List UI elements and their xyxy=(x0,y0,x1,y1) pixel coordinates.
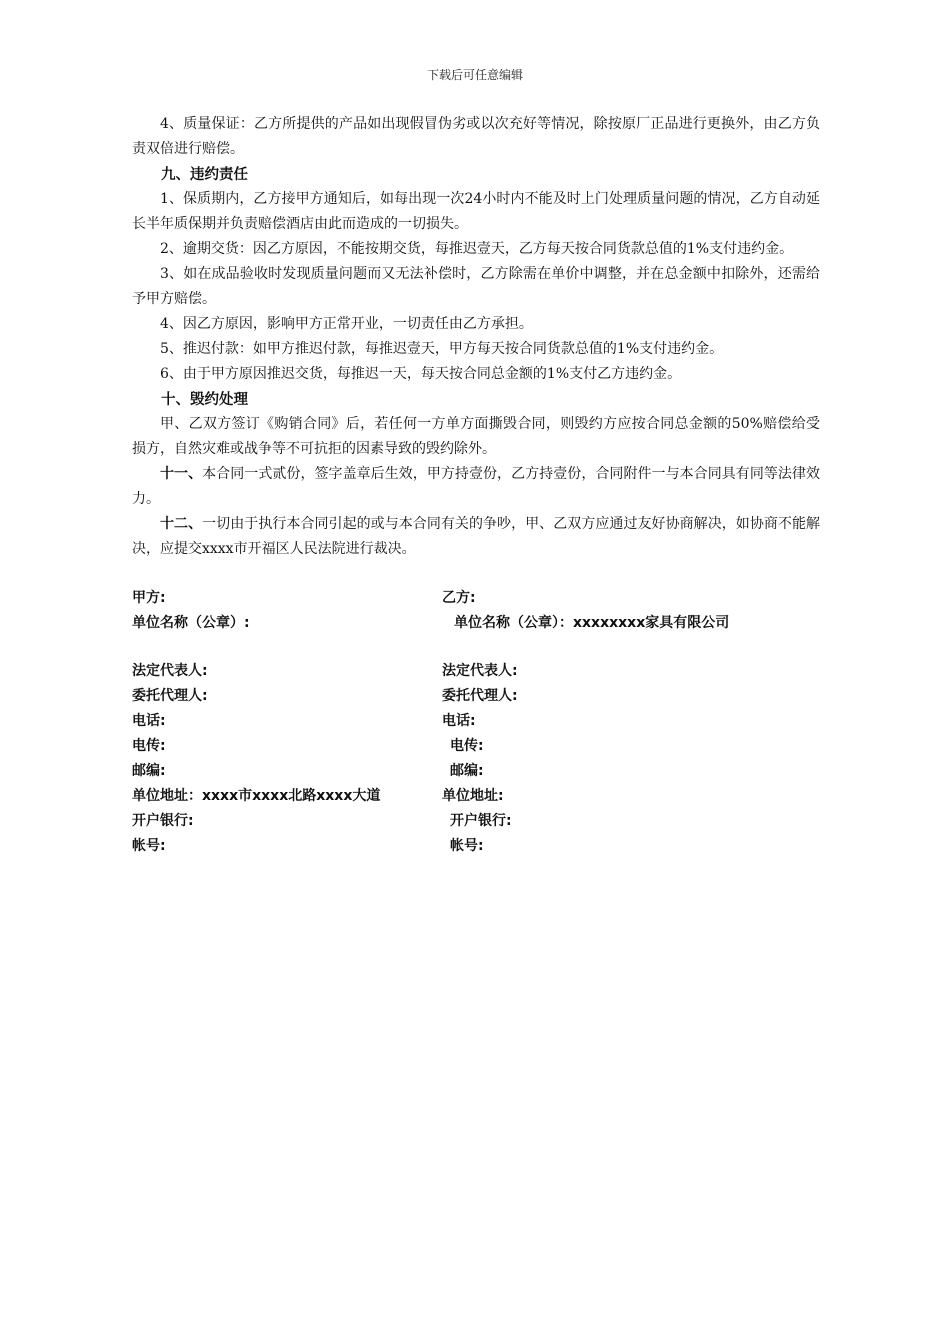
clause-eleven xyxy=(132,462,820,512)
party-a-agent: 委托代理人: xyxy=(132,688,208,704)
clause-twelve-text: 一切由于执行本合同引起的或与本合同有关的争吵，甲、乙双方应通过友好协商解决，如协商不能解决，应提交xxxx市开福区人民法院进行裁决。 xyxy=(132,516,821,557)
signature-row-party xyxy=(132,586,832,611)
clause-breach-5: 5、推迟付款：如甲方推迟付款，每推迟壹天，甲方每天按合同货款总值的1%支付违约金。 xyxy=(160,341,724,357)
party-a-account: 帐号: xyxy=(132,838,166,854)
signature-row-postcode xyxy=(132,759,832,784)
party-a-address: 单位地址：xxxx市xxxx北路xxxx大道 xyxy=(132,788,381,804)
signature-block xyxy=(132,586,832,859)
clause-breach-1: 1、保质期内，乙方接甲方通知后，如每出现一次24小时内不能及时上门处理质量问题的情况，乙方自动延长半年质保期并负责赔偿酒店由此而造成的一切损失。 xyxy=(132,191,820,232)
party-a-legal-rep: 法定代表人: xyxy=(132,663,208,679)
party-a-bank: 开户银行: xyxy=(132,813,194,829)
section-heading-rescission: 十、毁约处理 xyxy=(161,391,248,408)
signature-row-phone xyxy=(132,709,832,734)
clause-breach-2: 2、逾期交货：因乙方原因，不能按期交货，每推迟壹天，乙方每天按合同货款总值的1%支付违约金。 xyxy=(160,241,794,257)
signature-row-address xyxy=(132,784,832,809)
party-b-phone: 电话: xyxy=(442,713,476,729)
party-b-postcode: 邮编: xyxy=(450,763,484,779)
signature-row-unit-name xyxy=(132,611,832,659)
party-b-address: 单位地址: xyxy=(442,788,504,804)
clause-twelve-number: 十二、 xyxy=(160,516,203,532)
signature-row-account xyxy=(132,834,832,859)
clause-eleven-number: 十一、 xyxy=(160,466,203,482)
party-b-legal-rep: 法定代表人: xyxy=(442,663,518,679)
contract-body xyxy=(132,112,820,562)
section-heading-breach: 九、违约责任 xyxy=(161,166,248,183)
clause-breach-4: 4、因乙方原因，影响甲方正常开业，一切责任由乙方承担。 xyxy=(160,316,533,332)
party-b-fax: 电传: xyxy=(450,738,484,754)
party-a-phone: 电话: xyxy=(132,713,166,729)
party-b-unit-name: 单位名称（公章）：xxxxxxxx家具有限公司 xyxy=(454,615,730,631)
clause-twelve xyxy=(132,512,820,562)
party-a-unit-name: 单位名称（公章）: xyxy=(132,615,250,631)
party-a-fax: 电传: xyxy=(132,738,166,754)
page-header: 下载后可任意编辑 xyxy=(426,68,523,82)
clause-breach-3: 3、如在成品验收时发现质量问题而又无法补偿时，乙方除需在单价中调整，并在总金额中扣除外，还需给予甲方赔偿。 xyxy=(132,266,820,307)
signature-row-legal-rep xyxy=(132,659,832,684)
signature-row-fax xyxy=(132,734,832,759)
party-b-agent: 委托代理人: xyxy=(442,688,518,704)
party-b-bank: 开户银行: xyxy=(450,813,512,829)
clause-rescission: 甲、乙双方签订《购销合同》后，若任何一方单方面撕毁合同，则毁约方应按合同总金额的50%赔偿给受损方，自然灾难或战争等不可抗拒的因素导致的毁约除外。 xyxy=(132,416,820,457)
signature-row-bank xyxy=(132,809,832,834)
clause-eleven-text: 本合同一式贰份，签字盖章后生效，甲方持壹份，乙方持壹份，合同附件一与本合同具有同等法律效力。 xyxy=(132,466,821,507)
party-a-postcode: 邮编: xyxy=(132,763,166,779)
party-a-label: 甲方: xyxy=(132,590,166,606)
clause-quality-guarantee: 4、质量保证：乙方所提供的产品如出现假冒伪劣或以次充好等情况，除按原厂正品进行更换外，由乙方负责双倍进行赔偿。 xyxy=(132,116,820,157)
party-b-label: 乙方: xyxy=(442,590,476,606)
party-b-account: 帐号: xyxy=(450,838,484,854)
clause-breach-6: 6、由于甲方原因推迟交货，每推迟一天，每天按合同总金额的1%支付乙方违约金。 xyxy=(160,366,682,382)
signature-row-agent xyxy=(132,684,832,709)
